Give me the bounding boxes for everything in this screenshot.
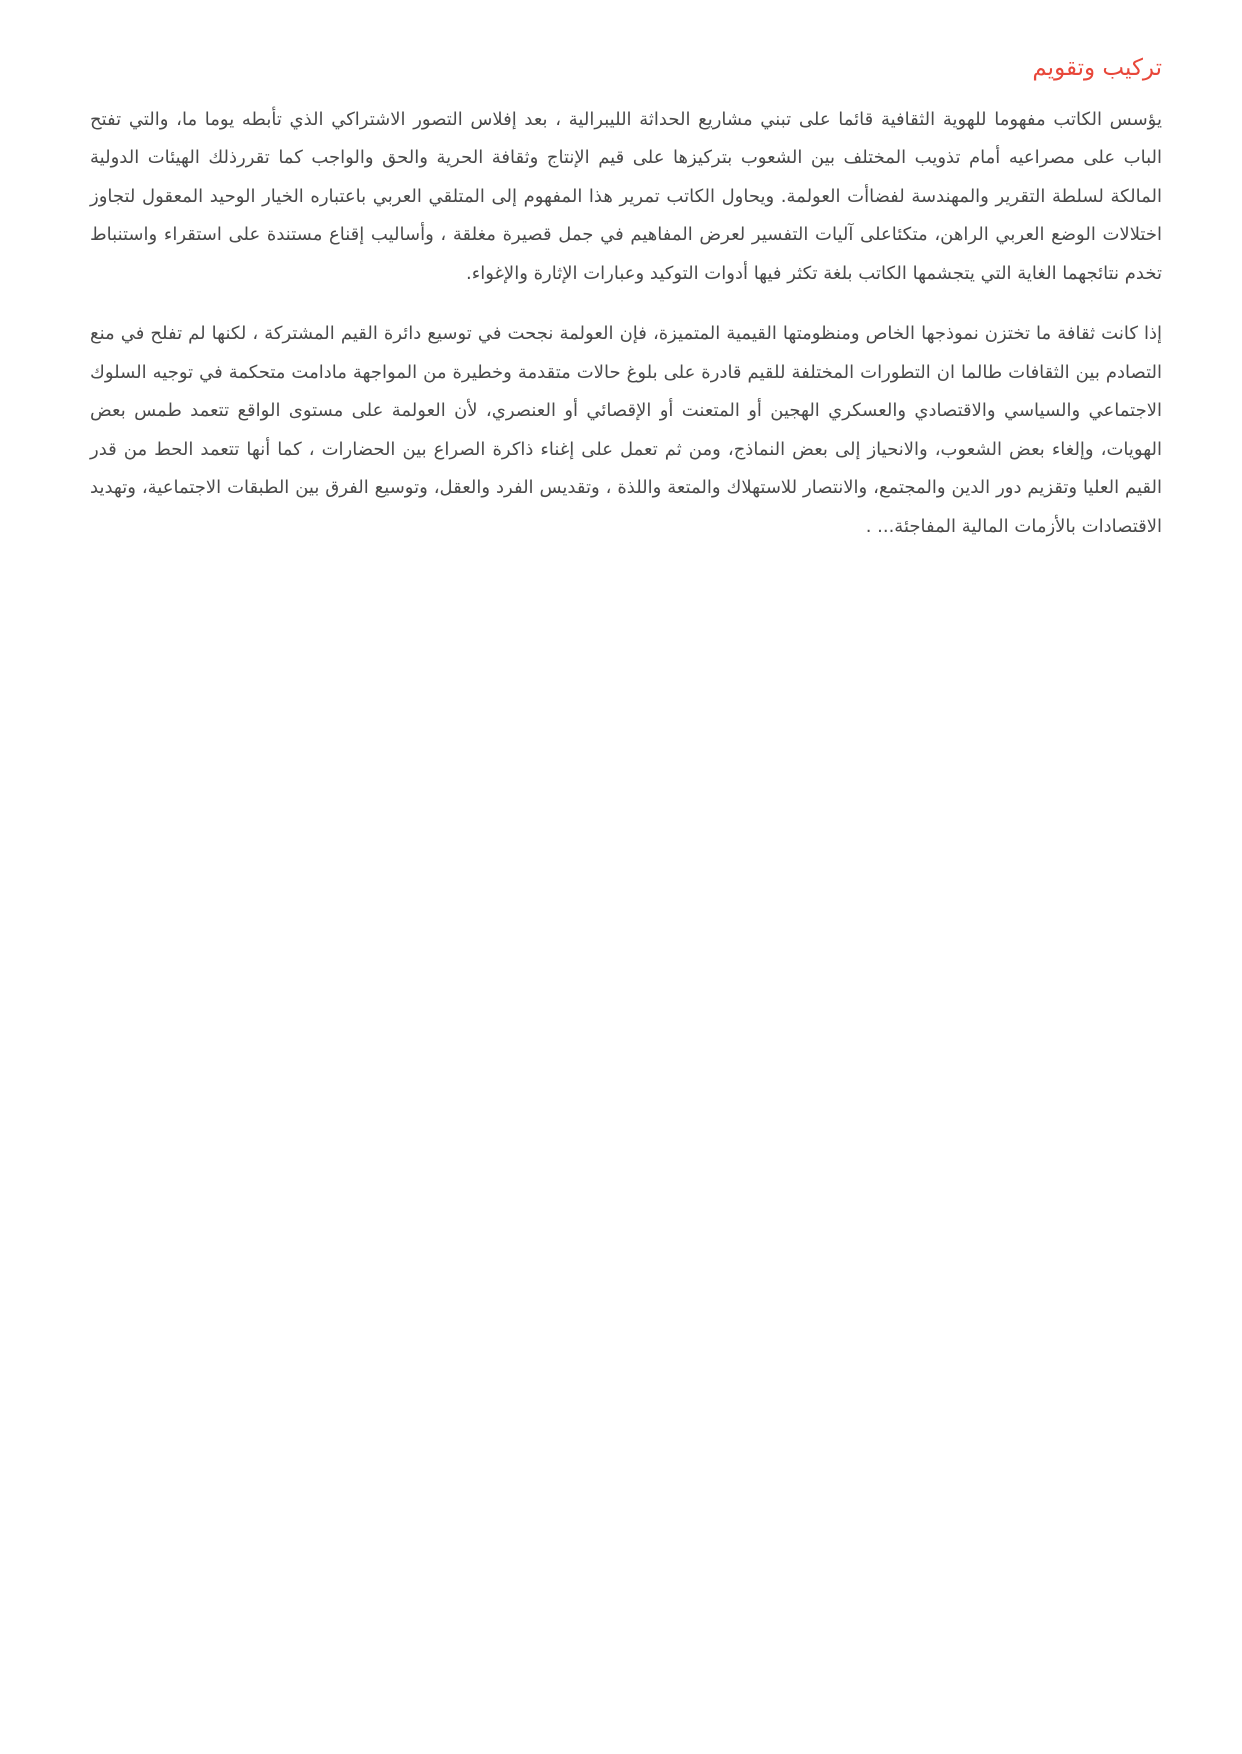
paragraph-2: إذا كانت ثقافة ما تختزن نموذجها الخاص ومنظومتها القيمية المتميزة، فإن العولمة نجحت في توسيع دائرة القيم المشتركة ، لكنها لم تفلح في منع التصادم بين الثقافات طالما ان التطورات المختلفة للقيم قادرة على بلوغ حالات متقدمة وخطيرة من المواجهة مادامت متحكمة في توجيه السلوك الاجتماعي والسياسي والاقتصادي والعسكري الهجين أو المتعنت أو الإقصائي أو العنصري، لأن العولمة على مستوى الواقع تتعمد طمس بعض الهويات، وإلغاء بعض الشعوب، والانحياز إلى بعض النماذج، ومن ثم تعمل على إغناء ذاكرة الصراع بين الحضارات ، كما أنها تتعمد الحط من قدر القيم العليا وتقزيم دور الدين والمجتمع، والانتصار للاستهلاك والمتعة واللذة ، وتقديس الفرد والعقل، وتوسيع الفرق بين الطبقات الاجتماعية، وتهديد الاقتصادات بالأزمات المالية المفاجئة... . [90, 323, 1162, 537]
document-page [90, 50, 1162, 568]
section-title: تركيب وتقويم [1032, 55, 1162, 81]
paragraph-1: يؤسس الكاتب مفهوما للهوية الثقافية قائما على تبني مشاريع الحداثة الليبرالية ، بعد إفلاس التصور الاشتراكي الذي تأبطه يوما ما، والتي تفتح الباب على مصراعيه أمام تذويب المختلف بين الشعوب بتركيزها على قيم الإنتاج وثقافة الحرية والحق والواجب كما تقررذلك الهيئات الدولية المالكة لسلطة التقرير والمهندسة لفضاأت العولمة. ويحاول الكاتب تمرير هذا المفهوم إلى المتلقي العربي باعتباره الخيار الوحيد المعقول لتجاوز اختلالات الوضع العربي الراهن، متكئاعلى آليات التفسير لعرض المفاهيم في جمل قصيرة مغلقة ، وأساليب إقناع مستندة على استقراء واستنباط تخدم نتائجهما الغاية التي يتجشمها الكاتب بلغة تكثر فيها أدوات التوكيد وعبارات الإثارة والإغواء. [90, 108, 1162, 284]
